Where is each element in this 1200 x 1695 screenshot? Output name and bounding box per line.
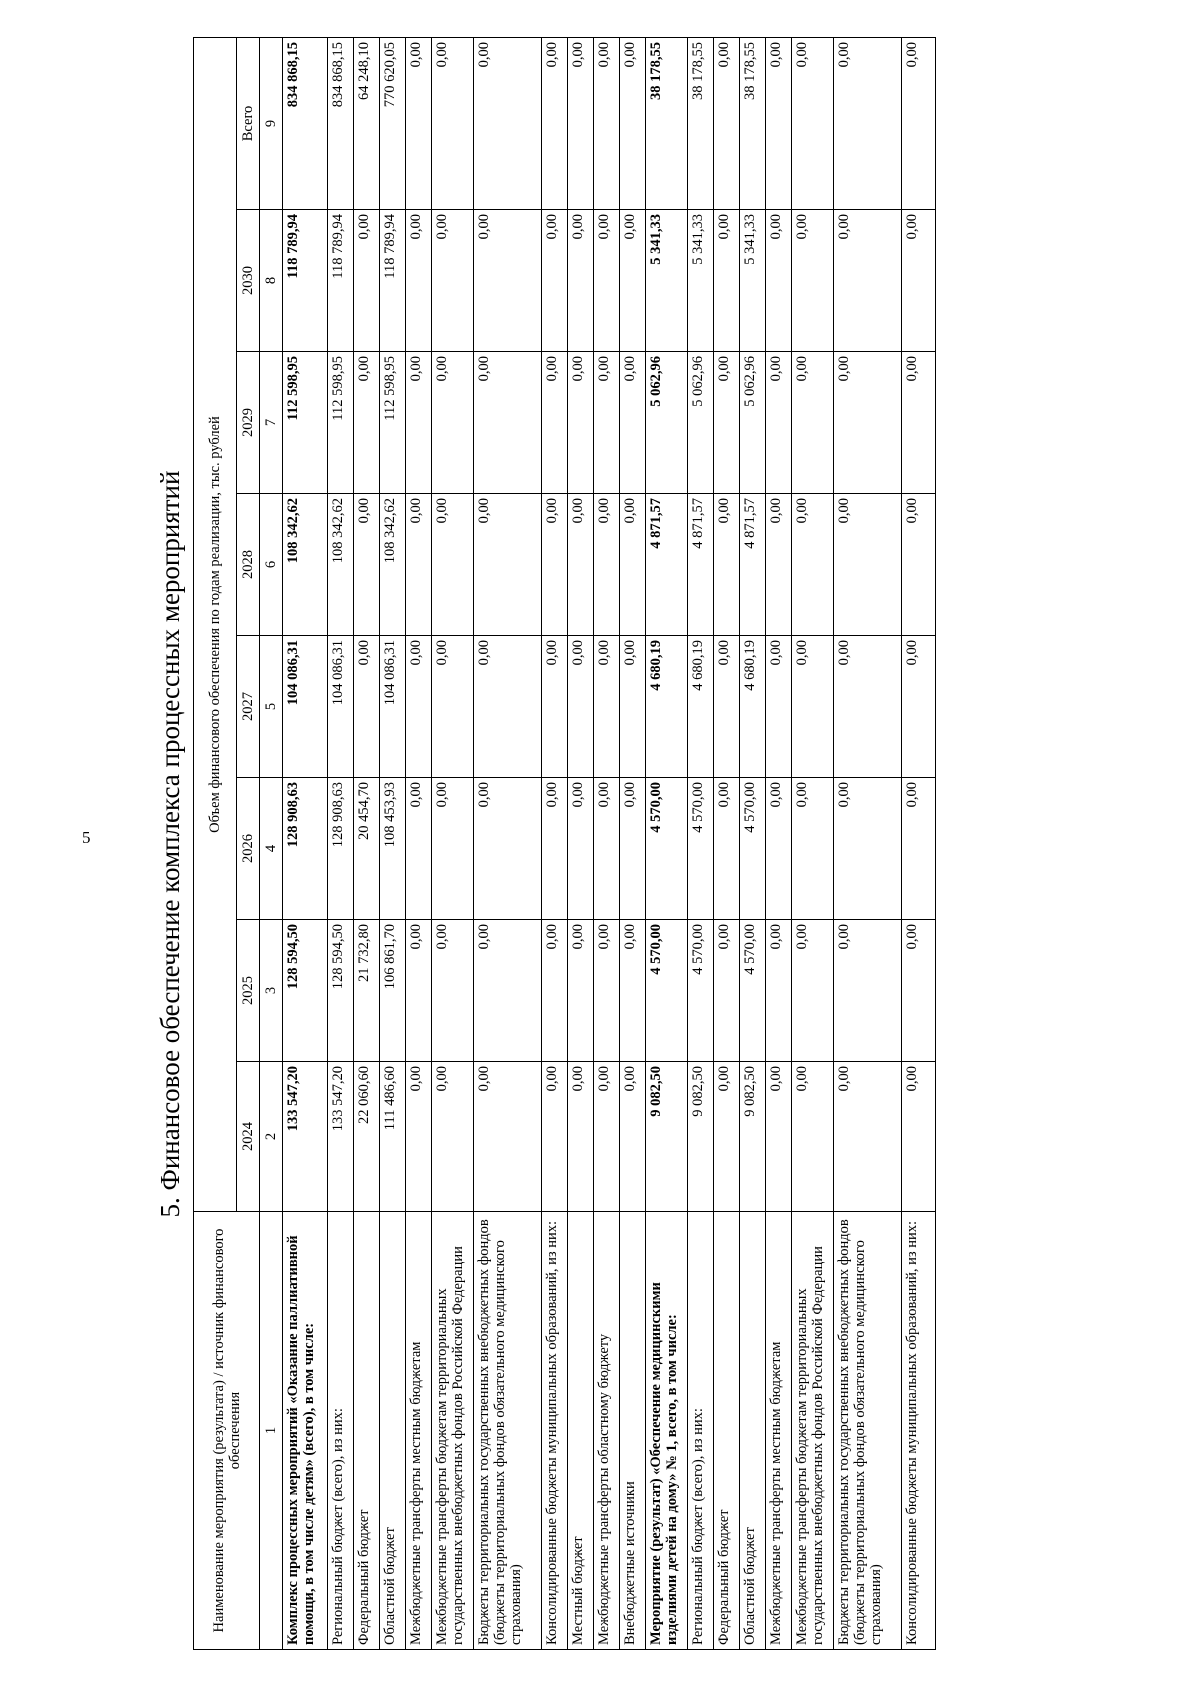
header-group: Объем финансового обеспечения по годам реализации, тыс. рублей [194,37,237,1211]
row-year-value: 0,00 [474,636,542,778]
row-year-value: 5 062,96 [646,352,688,494]
row-year-value: 0,00 [902,352,936,494]
table-row [380,37,406,1649]
row-year-value: 0,00 [542,778,568,920]
table-row [714,37,740,1649]
row-year-value: 0,00 [766,778,792,920]
row-year-value: 108 342,62 [380,494,406,636]
header-year: 2026 [237,778,260,920]
row-year-value: 0,00 [474,494,542,636]
row-year-value: 104 086,31 [380,636,406,778]
row-year-value: 0,00 [766,1062,792,1212]
row-year-value: 0,00 [568,1062,594,1212]
row-source-name: Консолидированные бюджеты муниципальных образований, из них: [542,1212,568,1650]
table-row [646,37,688,1649]
row-total-value: 0,00 [542,37,568,209]
header-year: 2025 [237,920,260,1062]
row-total-value: 0,00 [568,37,594,209]
row-year-value: 0,00 [594,920,620,1062]
row-year-value: 0,00 [432,778,474,920]
row-year-value: 21 732,80 [354,920,380,1062]
row-year-value: 0,00 [474,352,542,494]
row-year-value: 0,00 [568,494,594,636]
header-column-number: 5 [260,636,283,778]
row-year-value: 128 908,63 [328,778,354,920]
row-source-name: Региональный бюджет (всего), из них: [328,1212,354,1650]
row-year-value: 4 570,00 [688,778,714,920]
row-year-value: 9 082,50 [740,1062,766,1212]
table-row [688,37,714,1649]
row-year-value: 0,00 [432,494,474,636]
row-year-value: 0,00 [406,494,432,636]
row-source-name: Областной бюджет [740,1212,766,1650]
row-source-name: Областной бюджет [380,1212,406,1650]
row-year-value: 118 789,94 [328,210,354,352]
row-source-name: Межбюджетные трансферты областному бюджету [594,1212,620,1650]
row-source-name: Региональный бюджет (всего), из них: [688,1212,714,1650]
row-year-value: 0,00 [620,636,646,778]
row-source-name: Федеральный бюджет [354,1212,380,1650]
row-year-value: 0,00 [594,210,620,352]
row-year-value: 0,00 [714,778,740,920]
row-year-value: 0,00 [474,778,542,920]
row-total-value: 64 248,10 [354,37,380,209]
row-source-name: Межбюджетные трансферты бюджетам территориальных государственных внебюджетных фондов Российской Федерации [792,1212,834,1650]
row-total-value: 0,00 [834,37,902,209]
row-year-value: 4 680,19 [740,636,766,778]
row-year-value: 0,00 [792,636,834,778]
row-year-value: 0,00 [792,778,834,920]
row-year-value: 0,00 [542,1062,568,1212]
row-year-value: 128 594,50 [283,920,328,1062]
row-total-value: 38 178,55 [688,37,714,209]
row-year-value: 0,00 [406,920,432,1062]
row-year-value: 118 789,94 [380,210,406,352]
row-year-value: 128 594,50 [328,920,354,1062]
row-year-value: 0,00 [474,920,542,1062]
row-year-value: 0,00 [834,920,902,1062]
row-year-value: 5 341,33 [688,210,714,352]
row-total-value: 0,00 [714,37,740,209]
row-source-name: Межбюджетные трансферты местным бюджетам [766,1212,792,1650]
header-year: 2030 [237,210,260,352]
row-year-value: 0,00 [766,210,792,352]
row-year-value: 0,00 [568,210,594,352]
row-year-value: 0,00 [594,494,620,636]
row-year-value: 128 908,63 [283,778,328,920]
row-year-value: 0,00 [432,352,474,494]
row-year-value: 0,00 [714,210,740,352]
table-row [542,37,568,1649]
header-column-number-row [260,37,283,1649]
row-year-value: 0,00 [902,210,936,352]
table-row [834,37,902,1649]
row-year-value: 0,00 [834,494,902,636]
row-year-value: 0,00 [766,494,792,636]
header-column-number: 4 [260,778,283,920]
row-year-value: 0,00 [792,920,834,1062]
row-total-value: 38 178,55 [646,37,688,209]
table-row [594,37,620,1649]
row-year-value: 0,00 [354,352,380,494]
row-source-name: Мероприятие (результат) «Обеспечение медицинскими изделиями детей на дому» № 1, всего, в том числе: [646,1212,688,1650]
header-column-number: 3 [260,920,283,1062]
row-year-value: 0,00 [432,1062,474,1212]
row-year-value: 5 062,96 [688,352,714,494]
row-total-value: 0,00 [594,37,620,209]
header-year: 2024 [237,1062,260,1212]
table-row [283,37,328,1649]
row-year-value: 4 871,57 [740,494,766,636]
header-year: 2028 [237,494,260,636]
row-year-value: 9 082,50 [688,1062,714,1212]
table-body [283,37,936,1649]
row-year-value: 0,00 [714,636,740,778]
row-year-value: 133 547,20 [328,1062,354,1212]
row-year-value: 0,00 [714,352,740,494]
row-year-value: 0,00 [474,210,542,352]
row-year-value: 133 547,20 [283,1062,328,1212]
row-year-value: 0,00 [474,1062,542,1212]
row-total-value: 0,00 [432,37,474,209]
row-year-value: 9 082,50 [646,1062,688,1212]
row-year-value: 4 570,00 [646,920,688,1062]
row-year-value: 0,00 [568,636,594,778]
row-year-value: 5 341,33 [740,210,766,352]
header-year: 2029 [237,352,260,494]
table-row [766,37,792,1649]
row-year-value: 0,00 [620,494,646,636]
row-source-name: Межбюджетные трансферты бюджетам территориальных государственных внебюджетных фондов Российской Федерации [432,1212,474,1650]
table-row [328,37,354,1649]
table-row [568,37,594,1649]
row-year-value: 0,00 [834,636,902,778]
row-year-value: 0,00 [902,778,936,920]
row-year-value: 4 680,19 [688,636,714,778]
row-source-name: Внебюджетные источники [620,1212,646,1650]
row-year-value: 4 570,00 [740,920,766,1062]
row-year-value: 4 570,00 [740,778,766,920]
row-year-value: 0,00 [406,778,432,920]
page-number: 5 [82,828,91,847]
row-total-value: 0,00 [406,37,432,209]
row-year-value: 4 871,57 [646,494,688,636]
row-year-value: 0,00 [714,494,740,636]
header-column-number: 8 [260,210,283,352]
row-year-value: 0,00 [792,1062,834,1212]
row-year-value: 0,00 [542,920,568,1062]
rotated-content [155,38,1093,1650]
row-year-value: 0,00 [568,920,594,1062]
row-year-value: 112 598,95 [380,352,406,494]
table-row [474,37,542,1649]
row-source-name: Консолидированные бюджеты муниципальных образований, из них: [902,1212,936,1650]
row-year-value: 0,00 [620,352,646,494]
row-year-value: 5 062,96 [740,352,766,494]
row-year-value: 0,00 [834,1062,902,1212]
row-year-value: 0,00 [792,352,834,494]
row-year-value: 0,00 [792,210,834,352]
row-year-value: 4 570,00 [688,920,714,1062]
table-row [406,37,432,1649]
document-title: 5. Финансовое обеспечение комплекса процессных мероприятий [155,470,185,1218]
row-year-value: 0,00 [620,1062,646,1212]
row-year-value: 4 570,00 [646,778,688,920]
row-year-value: 0,00 [714,1062,740,1212]
row-year-value: 108 342,62 [328,494,354,636]
row-year-value: 118 789,94 [283,210,328,352]
header-year: Всего [237,37,260,209]
row-year-value: 0,00 [834,210,902,352]
row-source-name: Местный бюджет [568,1212,594,1650]
row-year-value: 0,00 [406,636,432,778]
row-year-value: 0,00 [620,778,646,920]
row-year-value: 0,00 [594,1062,620,1212]
row-total-value: 0,00 [902,37,936,209]
row-total-value: 0,00 [792,37,834,209]
row-year-value: 112 598,95 [283,352,328,494]
row-total-value: 834 868,15 [283,37,328,209]
row-year-value: 112 598,95 [328,352,354,494]
row-year-value: 0,00 [432,920,474,1062]
row-total-value: 770 620,05 [380,37,406,209]
row-year-value: 0,00 [406,352,432,494]
row-year-value: 0,00 [902,1062,936,1212]
row-year-value: 4 871,57 [688,494,714,636]
row-year-value: 104 086,31 [283,636,328,778]
row-year-value: 0,00 [766,636,792,778]
row-year-value: 20 454,70 [354,778,380,920]
row-year-value: 0,00 [432,636,474,778]
header-column-number: 9 [260,37,283,209]
table-row [740,37,766,1649]
row-year-value: 4 680,19 [646,636,688,778]
row-year-value: 0,00 [834,352,902,494]
header-column-number: 6 [260,494,283,636]
row-source-name: Федеральный бюджет [714,1212,740,1650]
row-year-value: 0,00 [542,636,568,778]
row-total-value: 834 868,15 [328,37,354,209]
row-total-value: 38 178,55 [740,37,766,209]
header-name-column: Наименование мероприятия (результата) / источник финансового обеспечения [194,1212,260,1650]
row-year-value: 0,00 [354,210,380,352]
row-year-value: 0,00 [594,352,620,494]
row-year-value: 104 086,31 [328,636,354,778]
row-year-value: 0,00 [714,920,740,1062]
header-column-number: 7 [260,352,283,494]
row-total-value: 0,00 [766,37,792,209]
row-year-value: 108 453,93 [380,778,406,920]
row-year-value: 0,00 [568,352,594,494]
row-source-name: Бюджеты территориальных государственных внебюджетных фондов (бюджеты территориальных фондов обязательного медицинского страхования) [834,1212,902,1650]
row-source-name: Комплекс процессных мероприятий «Оказание паллиативной помощи, в том числе детям» (всего), в том числе: [283,1212,328,1650]
row-year-value: 0,00 [354,636,380,778]
financing-table [193,37,936,1650]
row-year-value: 22 060,60 [354,1062,380,1212]
row-source-name: Бюджеты территориальных государственных внебюджетных фондов (бюджеты территориальных фондов обязательного медицинского страхования) [474,1212,542,1650]
row-year-value: 0,00 [902,636,936,778]
table-row [432,37,474,1649]
row-year-value: 0,00 [542,494,568,636]
row-year-value: 0,00 [406,1062,432,1212]
row-source-name: Межбюджетные трансферты местным бюджетам [406,1212,432,1650]
row-year-value: 0,00 [432,210,474,352]
row-total-value: 0,00 [620,37,646,209]
row-year-value: 111 486,60 [380,1062,406,1212]
row-year-value: 0,00 [542,210,568,352]
row-year-value: 0,00 [354,494,380,636]
row-year-value: 0,00 [792,494,834,636]
header-column-number: 1 [260,1212,283,1650]
row-year-value: 106 861,70 [380,920,406,1062]
row-year-value: 0,00 [620,210,646,352]
table-row [902,37,936,1649]
row-year-value: 0,00 [766,352,792,494]
row-year-value: 0,00 [834,778,902,920]
row-year-value: 5 341,33 [646,210,688,352]
row-year-value: 108 342,62 [283,494,328,636]
row-year-value: 0,00 [594,636,620,778]
header-column-number: 2 [260,1062,283,1212]
row-total-value: 0,00 [474,37,542,209]
row-year-value: 0,00 [620,920,646,1062]
row-year-value: 0,00 [902,494,936,636]
header-year: 2027 [237,636,260,778]
table-row [620,37,646,1649]
row-year-value: 0,00 [902,920,936,1062]
row-year-value: 0,00 [766,920,792,1062]
row-year-value: 0,00 [594,778,620,920]
row-year-value: 0,00 [568,778,594,920]
row-year-value: 0,00 [406,210,432,352]
table-row [354,37,380,1649]
header-row-top [194,37,237,1649]
row-year-value: 0,00 [542,352,568,494]
table-row [792,37,834,1649]
